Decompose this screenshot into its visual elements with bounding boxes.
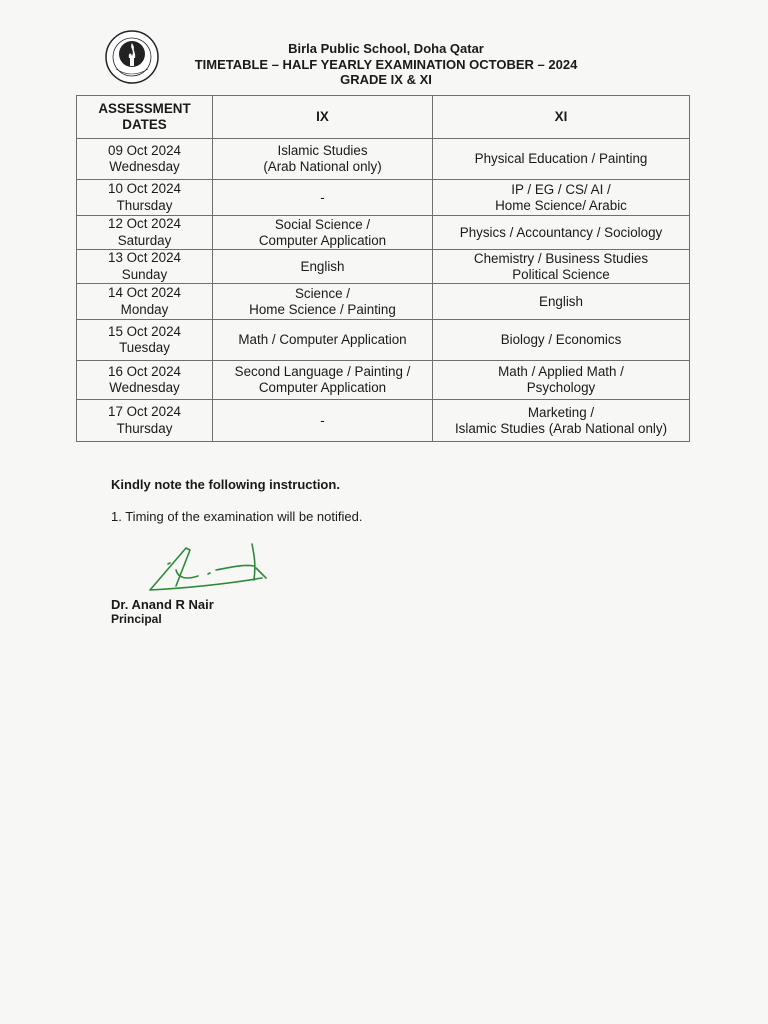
date-cell: 09 Oct 2024 Wednesday [77, 139, 213, 180]
date-cell: 10 Oct 2024 Thursday [77, 180, 213, 216]
instructions-heading: Kindly note the following instruction. [111, 477, 340, 492]
xi-cell: Physical Education / Painting [433, 139, 690, 180]
ix-cell: - [213, 400, 433, 442]
date-cell: 13 Oct 2024 Sunday [77, 250, 213, 284]
table-row [77, 180, 690, 216]
column-header-xi: XI [433, 96, 690, 139]
date-cell: 16 Oct 2024 Wednesday [77, 361, 213, 400]
ix-cell: Math / Computer Application [213, 320, 433, 361]
table-row [77, 216, 690, 250]
ix-cell: English [213, 250, 433, 284]
school-crest-icon [104, 29, 160, 85]
exam-timetable [76, 95, 690, 442]
table-row [77, 284, 690, 320]
instruction-item: 1. Timing of the examination will be notified. [111, 509, 363, 524]
signer-name: Dr. Anand R Nair [111, 597, 214, 612]
school-name: Birla Public School, Doha Qatar [288, 41, 484, 56]
table-row [77, 400, 690, 442]
table-row [77, 139, 690, 180]
ix-cell: - [213, 180, 433, 216]
table-row [77, 320, 690, 361]
xi-cell: Biology / Economics [433, 320, 690, 361]
date-cell: 14 Oct 2024 Monday [77, 284, 213, 320]
ix-cell: Second Language / Painting / Computer Application [213, 361, 433, 400]
xi-cell: IP / EG / CS/ AI / Home Science/ Arabic [433, 180, 690, 216]
xi-cell: Marketing / Islamic Studies (Arab National only) [433, 400, 690, 442]
grade-label: GRADE IX & XI [340, 72, 432, 87]
document-header [160, 41, 612, 88]
xi-cell: Math / Applied Math / Psychology [433, 361, 690, 400]
column-header-dates: ASSESSMENT DATES [77, 96, 213, 139]
ix-cell: Social Science / Computer Application [213, 216, 433, 250]
column-header-ix: IX [213, 96, 433, 139]
xi-cell: Physics / Accountancy / Sociology [433, 216, 690, 250]
date-cell: 12 Oct 2024 Saturday [77, 216, 213, 250]
ix-cell: Islamic Studies (Arab National only) [213, 139, 433, 180]
ix-cell: Science / Home Science / Painting [213, 284, 433, 320]
handwritten-signature-icon [146, 540, 271, 596]
table-header-row [77, 96, 690, 139]
xi-cell: English [433, 284, 690, 320]
table-row [77, 361, 690, 400]
date-cell: 15 Oct 2024 Tuesday [77, 320, 213, 361]
signer-title: Principal [111, 612, 162, 626]
date-cell: 17 Oct 2024 Thursday [77, 400, 213, 442]
table-row [77, 250, 690, 284]
document-title: TIMETABLE – HALF YEARLY EXAMINATION OCTOBER – 2024 [194, 56, 578, 72]
xi-cell: Chemistry / Business Studies Political Science [433, 250, 690, 284]
